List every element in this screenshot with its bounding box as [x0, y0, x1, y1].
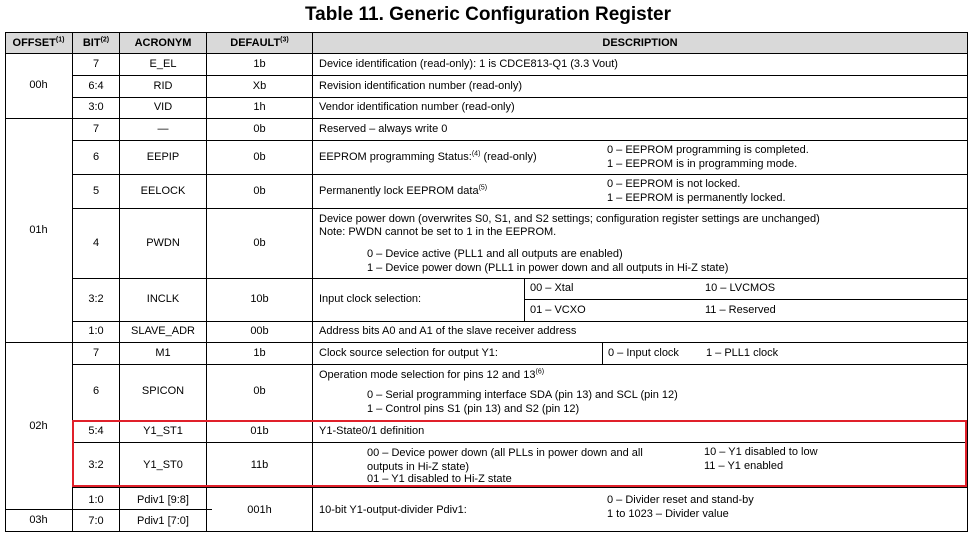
- bit-eepip: 6: [92, 151, 100, 163]
- offset-03h: 03h: [29, 514, 48, 526]
- bit-inclk: 3:2: [88, 293, 104, 305]
- header-default: DEFAULT$^{(3)}$: [207, 33, 312, 53]
- acronym-reserved: —: [157, 123, 169, 135]
- bit-eelock: 5: [92, 185, 100, 197]
- bit-pdiv1-low: 7:0: [88, 515, 104, 527]
- offset-01h: 01h: [29, 224, 48, 236]
- desc-pwdn-line-2: Note: PWDN cannot be set to 1 in the EEPROM.: [319, 226, 557, 238]
- y1-state-option-01: 01 – Y1 disabled to Hi-Z state: [367, 473, 512, 485]
- header-acronym: ACRONYM: [120, 33, 206, 53]
- acronym-pdiv1-high: Pdiv1 [9:8]: [137, 494, 189, 506]
- default-e-el: 1b: [253, 58, 266, 70]
- pwdn-option-0: 0 – Device active (PLL1 and all outputs are enabled): [367, 248, 623, 260]
- inclk-option-00: 00 – Xtal: [530, 282, 574, 294]
- default-spicon: 0b: [253, 385, 266, 397]
- eelock-option-1: 1 – EEPROM is permanently locked.: [607, 192, 786, 204]
- default-rid: Xb: [252, 80, 267, 92]
- pdiv1-option-1: 1 to 1023 – Divider value: [607, 508, 729, 520]
- default-m1: 1b: [253, 347, 266, 359]
- inclk-option-11: 11 – Reserved: [705, 304, 776, 316]
- desc-eepip: EEPROM programming Status:$^{(4)}$ (read-only): [319, 150, 537, 163]
- bit-pdiv1-high: 1:0: [88, 494, 104, 506]
- default-pdiv1: 001h: [247, 504, 272, 516]
- acronym-pwdn: PWDN: [146, 237, 180, 249]
- inclk-option-10: 10 – LVCMOS: [705, 282, 776, 294]
- bit-pwdn: 4: [92, 237, 100, 249]
- default-y1-st1: 01b: [250, 425, 269, 437]
- offset-02h: 02h: [29, 420, 48, 432]
- bit-reserved: 7: [92, 123, 100, 135]
- bit-e-el: 7: [92, 58, 100, 70]
- bit-rid: 6:4: [88, 80, 104, 92]
- default-slave-adr: 00b: [250, 325, 269, 337]
- pdiv1-option-0: 0 – Divider reset and stand-by: [607, 494, 754, 506]
- y1-state-option-00: 00 – Device power down (all PLLs in power down and all outputs in Hi-Z state): [367, 447, 643, 473]
- spicon-option-0: 0 – Serial programming interface SDA (pin 13) and SCL (pin 12): [367, 389, 678, 401]
- acronym-y1-st0: Y1_ST0: [143, 459, 183, 471]
- bit-y1-st1: 5:4: [88, 425, 104, 437]
- desc-pdiv1: 10-bit Y1-output-divider Pdiv1:: [319, 504, 467, 516]
- header-description: DESCRIPTION: [313, 33, 967, 53]
- default-inclk: 10b: [250, 293, 269, 305]
- acronym-y1-st1: Y1_ST1: [143, 425, 183, 437]
- desc-rid: Revision identification number (read-only): [319, 80, 522, 92]
- desc-m1: Clock source selection for output Y1:: [319, 347, 498, 359]
- desc-vid: Vendor identification number (read-only): [319, 101, 515, 113]
- default-vid: 1h: [253, 101, 266, 113]
- desc-pwdn-line-1: Device power down (overwrites S0, S1, and S2 settings; configuration register settings are unchanged): [319, 213, 820, 225]
- default-y1-st0: 11b: [250, 459, 269, 471]
- acronym-e-el: E_EL: [149, 58, 177, 70]
- bit-slave-adr: 1:0: [88, 325, 104, 337]
- desc-spicon: Operation mode selection for pins 12 and 13$^{(6)}$: [319, 368, 545, 381]
- spicon-option-1: 1 – Control pins S1 (pin 13) and S2 (pin 12): [367, 403, 580, 415]
- y1-state-option-11: 11 – Y1 enabled: [704, 460, 784, 472]
- inclk-option-01: 01 – VCXO: [530, 304, 586, 316]
- default-eepip: 0b: [253, 151, 266, 163]
- m1-option-1: 1 – PLL1 clock: [706, 347, 779, 359]
- bit-y1-st0: 3:2: [88, 459, 104, 471]
- desc-y1-st1: Y1-State0/1 definition: [319, 425, 425, 437]
- eepip-option-0: 0 – EEPROM programming is completed.: [607, 144, 809, 156]
- acronym-pdiv1-low: Pdiv1 [7:0]: [137, 515, 189, 527]
- desc-slave-adr: Address bits A0 and A1 of the slave receiver address: [319, 325, 577, 337]
- y1-state-option-10: 10 – Y1 disabled to low: [704, 446, 818, 458]
- eepip-option-1: 1 – EEPROM is in programming mode.: [607, 158, 798, 170]
- acronym-eelock: EELOCK: [140, 185, 186, 197]
- default-pwdn: 0b: [253, 237, 266, 249]
- pwdn-option-1: 1 – Device power down (PLL1 in power down and all outputs in Hi-Z state): [367, 262, 729, 274]
- acronym-spicon: SPICON: [141, 385, 185, 397]
- acronym-vid: VID: [153, 101, 173, 113]
- table-title: Table 11. Generic Configuration Register: [304, 4, 671, 25]
- acronym-eepip: EEPIP: [146, 151, 180, 163]
- m1-option-0: 0 – Input clock: [608, 347, 679, 359]
- header-offset: OFFSET$^{(1)}$: [5, 33, 72, 53]
- offset-00h: 00h: [29, 79, 48, 91]
- default-reserved: 0b: [253, 123, 266, 135]
- eelock-option-0: 0 – EEPROM is not locked.: [607, 178, 741, 190]
- bit-spicon: 6: [92, 385, 100, 397]
- acronym-inclk: INCLK: [146, 293, 180, 305]
- bit-vid: 3:0: [88, 101, 104, 113]
- desc-inclk: Input clock selection:: [319, 293, 422, 305]
- acronym-m1: M1: [155, 347, 171, 359]
- desc-reserved: Reserved – always write 0: [319, 123, 448, 135]
- highlight-box: [72, 420, 967, 487]
- header-bit: BIT$^{(2)}$: [73, 33, 119, 53]
- bit-m1: 7: [92, 347, 100, 359]
- desc-e-el: Device identification (read-only): 1 is CDCE813-Q1 (3.3 Vout): [319, 58, 618, 70]
- acronym-slave-adr: SLAVE_ADR: [131, 325, 195, 337]
- default-eelock: 0b: [253, 185, 266, 197]
- desc-eelock: Permanently lock EEPROM data$^{(5)}$: [319, 184, 488, 197]
- acronym-rid: RID: [153, 80, 173, 92]
